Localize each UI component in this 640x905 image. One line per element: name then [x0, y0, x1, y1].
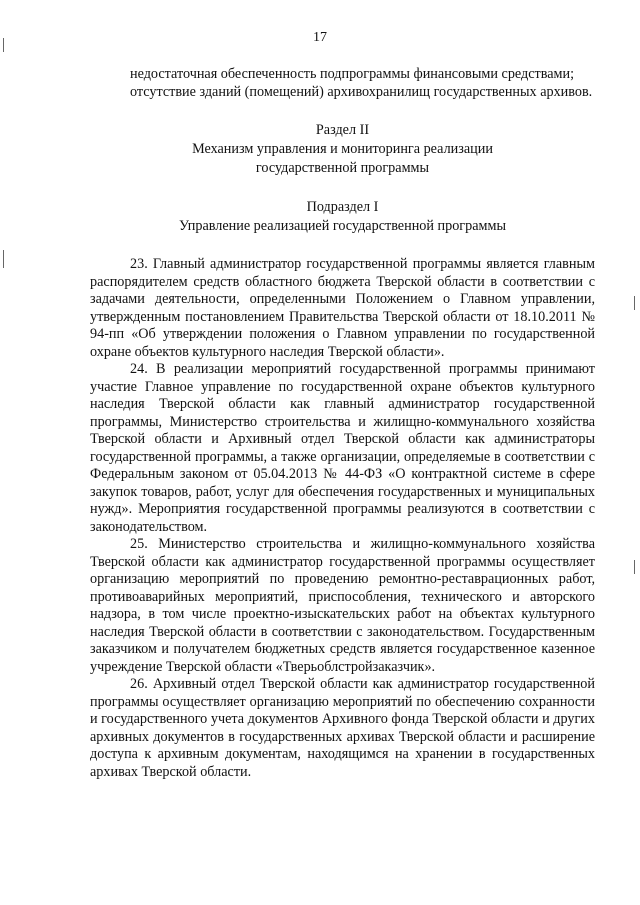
paragraph-25: 25. Министерство строительства и жилищно-коммунального хозяйства Тверской области как администратор государственной программы осуществляет организацию мероприятий по проведению ремонтно-реставрационных работ, противоаварийных мероприятий, приспособления, технического и авторского надзора, в том числе проектно-изыскательских работ на объектах культурного наследия Тверской области в соответствии с законодательством. Государственным заказчиком и получателем бюджетных средств является государственное казенное учреждение Тверской области «Тверьоблстройзаказчик». [90, 536, 595, 675]
intro-line-2: отсутствие зданий (помещений) архивохранилищ государственных архивов. [130, 83, 593, 100]
subsection-label: Подраздел I [306, 199, 379, 215]
right-margin-mark [634, 560, 635, 574]
subsection-title: Управление реализацией государственной программы [178, 218, 507, 234]
right-margin-mark [634, 296, 635, 310]
paragraph-23: 23. Главный администратор государственной программы является главным распорядителем средств областного бюджета Тверской области в соответствии с задачами деятельности, определенными Положением о Главном управлении, утвержденным постановлением Правительства Тверской области от 18.10.2011 № 94-пп «Об утверждении положения о Главном управлении по государственной охране объектов культурного наследия Тверской области». [90, 256, 595, 360]
section-title-line-1: Механизм управления и мониторинга реализации [192, 141, 493, 157]
intro-line-1: недостаточная обеспеченность подпрограммы финансовыми средствами; [130, 66, 575, 82]
section-title-line-2: государственной программы [255, 160, 430, 176]
document-body [90, 66, 595, 781]
paragraph-26: 26. Архивный отдел Тверской области как администратор государственной программы осуществляет организацию мероприятий по обеспечению сохранности и государственного учета документов Архивного фонда Тверской области и других архивных документов в государственных архивах Тверской области и расширение доступа к архивным документам, находящимся на хранении в государственных архивах Тверской области. [90, 676, 595, 780]
section-label: Раздел II [315, 122, 370, 138]
page-number: 17 [313, 30, 327, 45]
left-margin-mark [3, 250, 4, 268]
paragraph-24: 24. В реализации мероприятий государственной программы принимают участие Главное управление по государственной охране объектов культурного наследия Тверской области как главный администратор государственной программы, Министерство строительства и жилищно-коммунального хозяйства Тверской области и Архивный отдел Тверской области как администраторы государственной программы, а также организации, определяемые в соответствии с Федеральным законом от 05.04.2013 № 44-ФЗ «О контрактной системе в сфере закупок товаров, работ, услуг для обеспечения государственных и муниципальных нужд». Мероприятия государственной программы реализуются в соответствии с законодательством. [90, 361, 595, 535]
